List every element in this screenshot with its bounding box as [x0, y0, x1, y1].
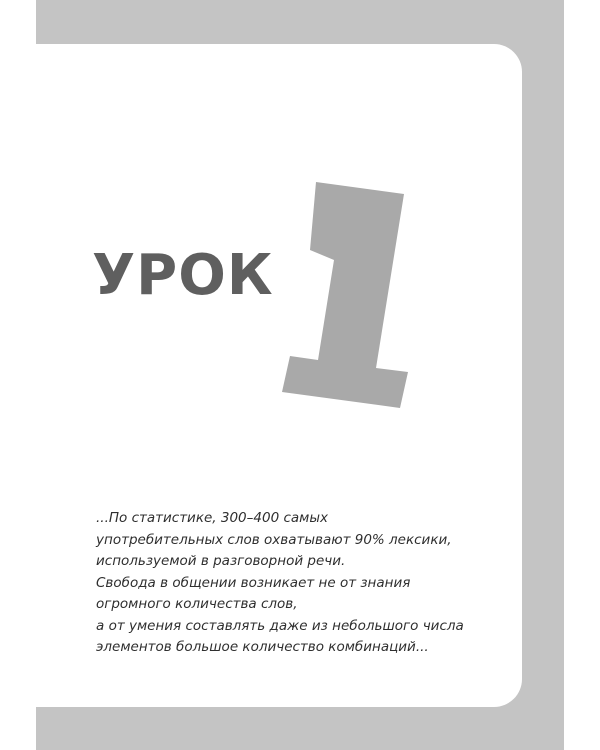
lesson-quote — [96, 508, 496, 659]
lesson-title: УРОК — [92, 243, 274, 308]
quote-line: огромного количества слов, — [96, 596, 298, 612]
quote-line: Свобода в общении возникает не от знания — [96, 574, 411, 591]
quote-line: ...По статистике, 300–400 самых — [96, 510, 328, 526]
quote-line: а от умения составлять даже из небольшого числа — [96, 617, 464, 634]
lesson-number — [282, 178, 412, 410]
quote-line: используемой в разговорной речи. — [96, 553, 346, 569]
lesson-number-numeral — [282, 178, 412, 410]
quote-line: употребительных слов охватывают 90% лексики, — [96, 531, 452, 548]
quote-line: элементов большое количество комбинаций... — [96, 639, 429, 655]
